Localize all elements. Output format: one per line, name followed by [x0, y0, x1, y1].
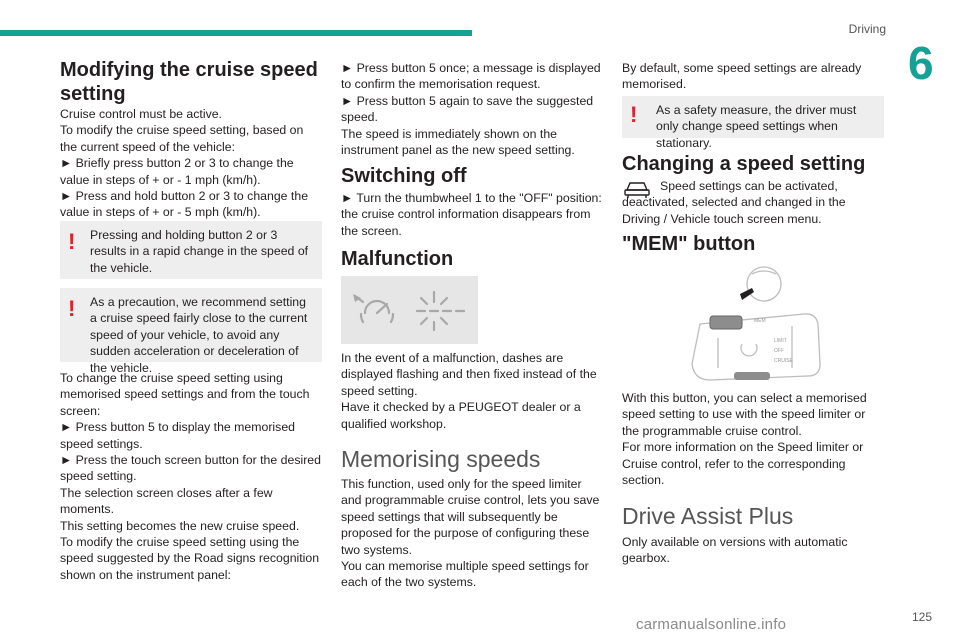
mem-text: [622, 390, 884, 488]
title-modifying-cruise: Modifying the cruise speed setting: [60, 59, 318, 105]
text-press-5-again: ► Press button 5 again to save the suggested speed.: [341, 93, 594, 125]
title-malfunction: Malfunction: [341, 248, 454, 270]
title-drive-assist-plus: Drive Assist Plus: [622, 503, 794, 529]
text-change-memorised: To change the cruise speed setting using memorised speed settings and from the touch screen:: [60, 371, 310, 418]
text-more-information: For more information on the Speed limiter or Cruise control, refer to the corresponding section.: [622, 440, 864, 488]
memorising-text: [341, 476, 603, 591]
text-changing-speed: Speed settings can be activated, deactivated, selected and changed in the Driving / Vehicle touch screen menu.: [622, 179, 846, 226]
text-automatic-gearbox: Only available on versions with automatic gearbox.: [622, 535, 848, 566]
mem-stalk-illustration: [680, 264, 830, 388]
text-dashes-flashing: In the event of a malfunction, dashes are displayed flashing and then fixed instead of the speed setting.: [341, 351, 597, 398]
text-step-5: ► Press and hold button 2 or 3 to change the value in steps of + or - 5 mph (km/h).: [60, 189, 309, 220]
malfunction-text: [341, 350, 603, 432]
stalk-label-off: OFF: [774, 348, 784, 354]
stalk-label-cruise: CRUISE: [774, 358, 793, 364]
text-road-signs: To modify the cruise speed setting using the speed suggested by the Road signs recognition shown on the instrument panel:: [60, 535, 320, 582]
text-memorise-multiple: You can memorise multiple speed settings for each of the two systems.: [341, 559, 589, 590]
text-step-1: ► Briefly press button 2 or 3 to change the value in steps of + or - 1 mph (km/h).: [60, 156, 294, 187]
warning-precaution: [60, 288, 322, 375]
col1-intro: [60, 106, 322, 221]
text-switching-off: ► Turn the thumbwheel 1 to the "OFF" position: the cruise control information disappears from the screen.: [341, 191, 602, 238]
text-selection-closes: The selection screen closes after a few moments.: [60, 485, 273, 517]
title-mem-button: "MEM" button: [622, 233, 756, 255]
watermark: carmanualsonline.info: [636, 616, 787, 633]
malfunction-indicator-image: [341, 276, 478, 344]
text-press-5: ► Press button 5 to display the memorised speed settings.: [60, 420, 295, 451]
text-mem-button-function: With this button, you can select a memorised speed setting to use with the speed limiter or the programmable cruise control.: [622, 391, 867, 438]
text-speed-shown: The speed is immediately shown on the instrument panel as the new speed setting.: [341, 126, 575, 158]
text-press-touch: ► Press the touch screen button for the desired speed setting.: [60, 453, 321, 484]
title-changing-speed: Changing a speed setting: [622, 153, 866, 175]
text-default-memorised: By default, some speed settings are already memorised.: [622, 61, 862, 92]
text-press-5-once: ► Press button 5 once; a message is displayed to confirm the memorisation request.: [341, 61, 601, 92]
warning-text: As a precaution, we recommend setting a cruise speed fairly close to the current speed of your vehicle, to avoid any sudden acceleration or deceleration of the vehicle.: [90, 295, 308, 375]
warning-icon: !: [68, 296, 76, 321]
stalk-label-limit: LIMIT: [774, 338, 787, 344]
warning-icon: !: [68, 229, 76, 254]
warning-stationary: [622, 96, 884, 150]
stalk-label-mem: MEM: [754, 318, 766, 324]
title-memorising-speeds: Memorising speeds: [341, 446, 541, 472]
warning-text: As a safety measure, the driver must only change speed settings when stationary.: [656, 103, 857, 150]
text-new-speed: This setting becomes the new cruise speed.: [60, 518, 300, 533]
chapter-number: 6: [908, 37, 934, 89]
text-have-checked: Have it checked by a PEUGEOT dealer or a qualified workshop.: [341, 400, 581, 431]
warning-text: Pressing and holding button 2 or 3 results in a rapid change in the speed of the vehicle.: [90, 228, 309, 275]
warning-rapid-change: [60, 221, 322, 279]
text-cruise-active: Cruise control must be active.: [60, 107, 222, 121]
text-function-description: This function, used only for the speed limiter and programmable cruise control, lets you save speed settings that will subsequently be proposed for the purpose of configuring these two systems.: [341, 477, 600, 557]
title-switching-off: Switching off: [341, 165, 467, 187]
page-number: 125: [912, 610, 933, 624]
col1-body: [60, 370, 322, 583]
col2-intro: [341, 60, 603, 158]
text-modify-intro: To modify the cruise speed setting, based on the current speed of the vehicle:: [60, 123, 304, 154]
speedometer-dashes-icon: [341, 276, 478, 344]
warning-icon: !: [630, 102, 638, 127]
header-accent-bar: [0, 30, 472, 36]
section-name: Driving: [848, 22, 886, 36]
